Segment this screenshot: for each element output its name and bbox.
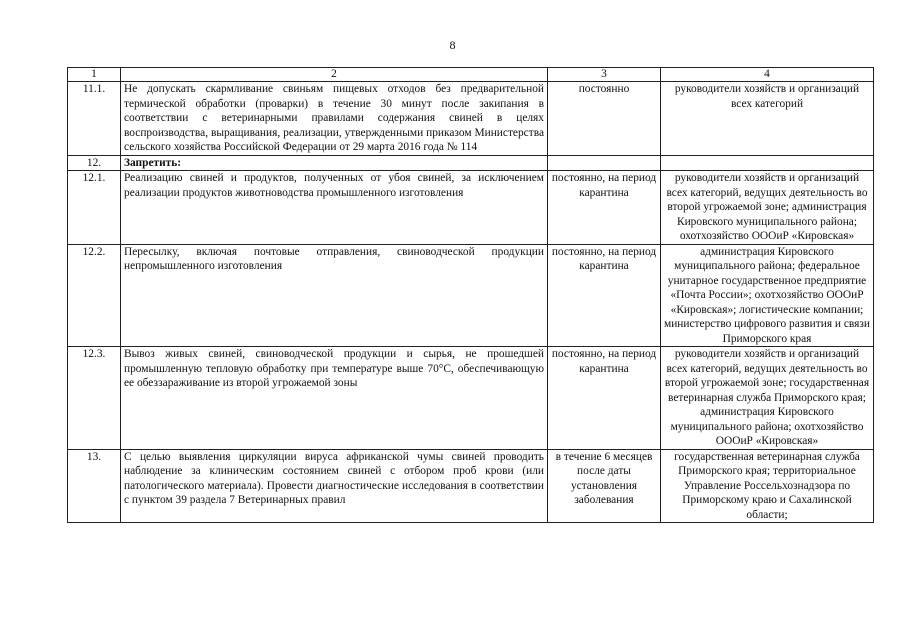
term-cell: [548, 155, 661, 171]
table-row: [68, 82, 874, 156]
responsible-cell: администрация Кировского муниципального района; федеральное унитарное государственное предприятие «Почта России»; охотхозяйство ОООиР «Кировская»; логистические компании; министерство цифрового развития и связи Приморского края: [661, 244, 874, 347]
item-number-cell: 12.1.: [68, 171, 121, 245]
responsible-cell: руководители хозяйств и организаций всех категорий: [661, 82, 874, 156]
responsible-cell: [661, 155, 874, 171]
table-row: [68, 171, 874, 245]
item-number-cell: 11.1.: [68, 82, 121, 156]
item-number-cell: 13.: [68, 449, 121, 523]
column-number-1: 1: [68, 68, 121, 82]
responsible-cell: руководители хозяйств и организаций всех категорий, ведущих деятельность во второй угрожаемой зоне; государственная ветеринарная служба Приморского края; администрация Кировского муниципального района; охотхозяйство ОООиР «Кировская»: [661, 347, 874, 450]
table-row: [68, 347, 874, 450]
term-cell: постоянно, на период карантина: [548, 244, 661, 347]
measures-table: [67, 67, 874, 523]
table-row: [68, 244, 874, 347]
item-number-cell: 12.3.: [68, 347, 121, 450]
column-number-3: 3: [548, 68, 661, 82]
measure-text-cell: С целью выявления циркуляции вируса африканской чумы свиней проводить наблюдение за клиническим состоянием свиней с отбором проб крови (или патологического материала). Провести диагностические исследования в соответствии с пунктом 39 раздела 7 Ветеринарных правил: [121, 449, 548, 523]
column-number-2: 2: [121, 68, 548, 82]
measure-text-cell: Пересылку, включая почтовые отправления, свиноводческой продукции непромышленного изготовления: [121, 244, 548, 347]
measure-text-cell: Не допускать скармливание свиньям пищевых отходов без предварительной термической обработки (проварки) в течение 30 минут после закипания в соответствии с ветеринарными правилами содержания свиней в целях воспроизводства, выращивания, реализации, утвержденными приказом Министерства сельского хозяйства Российской Федерации от 29 марта 2016 года № 114: [121, 82, 548, 156]
column-number-row: [68, 68, 874, 82]
table-row: [68, 449, 874, 523]
column-number-4: 4: [661, 68, 874, 82]
table-row: [68, 155, 874, 171]
term-cell: постоянно, на период карантина: [548, 347, 661, 450]
item-number-cell: 12.2.: [68, 244, 121, 347]
measure-text-cell: Вывоз живых свиней, свиноводческой продукции и сырья, не прошедшей промышленную тепловую обработку при температуре выше 70°С, обеспечивающую ее обеззараживание из второй угрожаемой зоны: [121, 347, 548, 450]
term-cell: в течение 6 месяцев после даты установления заболевания: [548, 449, 661, 523]
term-cell: постоянно, на период карантина: [548, 171, 661, 245]
term-cell: постоянно: [548, 82, 661, 156]
measure-text-cell: Реализацию свиней и продуктов, полученных от убоя свиней, за исключением реализации продуктов животноводства промышленного изготовления: [121, 171, 548, 245]
responsible-cell: руководители хозяйств и организаций всех категорий, ведущих деятельность во второй угрожаемой зоне; администрация Кировского муниципального района; охотхозяйство ОООиР «Кировская»: [661, 171, 874, 245]
item-number-cell: 12.: [68, 155, 121, 171]
measure-text-cell: Запретить:: [121, 155, 548, 171]
responsible-cell: государственная ветеринарная служба Приморского края; территориальное Управление Россельхознадзора по Приморскому краю и Сахалинской области;: [661, 449, 874, 523]
page-number: 8: [449, 38, 456, 52]
